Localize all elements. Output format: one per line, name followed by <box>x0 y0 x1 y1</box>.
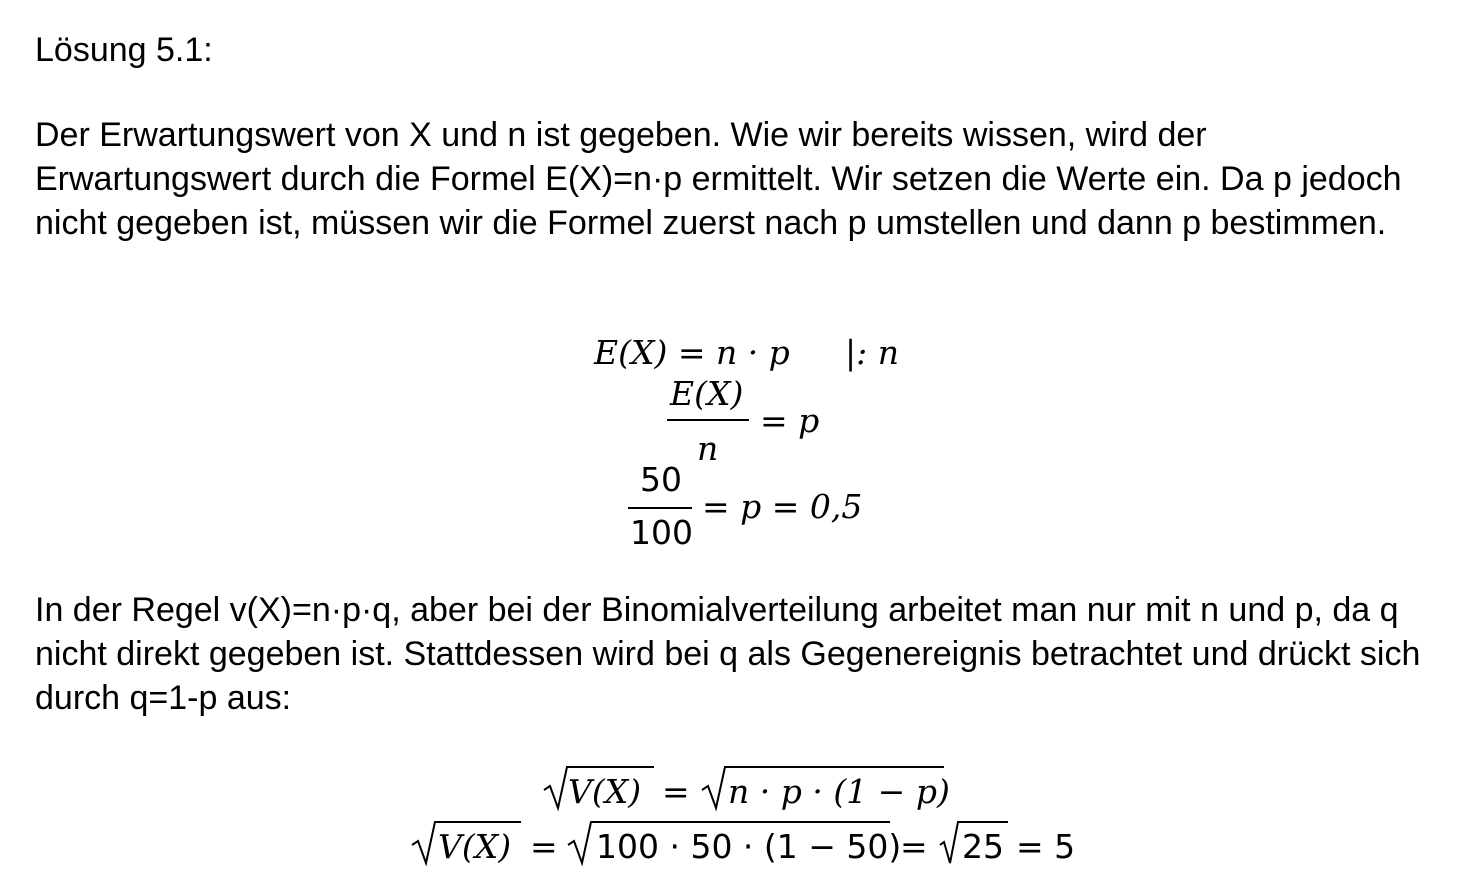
radicand-numbers: 100 · 50 · (1 − 50) <box>596 827 902 866</box>
fraction-denominator-n: n <box>697 429 719 468</box>
fraction-denominator-100: 100 <box>630 513 693 552</box>
solution-title: Lösung 5.1: <box>35 31 213 69</box>
fraction-numerator-50: 50 <box>640 460 682 499</box>
equation-operation: |: n <box>845 333 899 372</box>
equals-sign: = <box>900 827 928 866</box>
radicand-formula: n · p · (1 − p) <box>728 772 950 811</box>
equation-expected-value: E(X) = n · p <box>594 333 790 372</box>
equation-result-value: = p = 0,5 <box>702 487 863 526</box>
equation-result-p: = p <box>760 401 820 440</box>
final-result: = 5 <box>1016 827 1076 866</box>
equals-sign: = <box>662 772 690 811</box>
fraction-numerator-ex: E(X) <box>670 374 744 413</box>
paragraph-expected-value: Der Erwartungswert von X und n ist gegeben. Wie wir bereits wissen, wird der Erwartungswert durch die Formel E(X)=n·p ermittelt. Wir setzen die Werte ein. Da p jedoch nicht gegeben ist, müssen wir die Formel zuerst nach p umstellen und dann p bestimmen. <box>35 116 1402 242</box>
radicand-variance-lhs: V(X) <box>438 827 512 866</box>
radicand-25: 25 <box>962 827 1004 866</box>
equals-sign: = <box>530 827 558 866</box>
radicand-variance-lhs: V(X) <box>568 772 642 811</box>
paragraph-variance: In der Regel v(X)=n·p·q, aber bei der Binomialverteilung arbeitet man nur mit n und p, da q nicht direkt gegeben ist. Stattdessen wird bei q als Gegenereignis betrachtet und drückt sich durch q=1-p aus: <box>35 591 1421 717</box>
